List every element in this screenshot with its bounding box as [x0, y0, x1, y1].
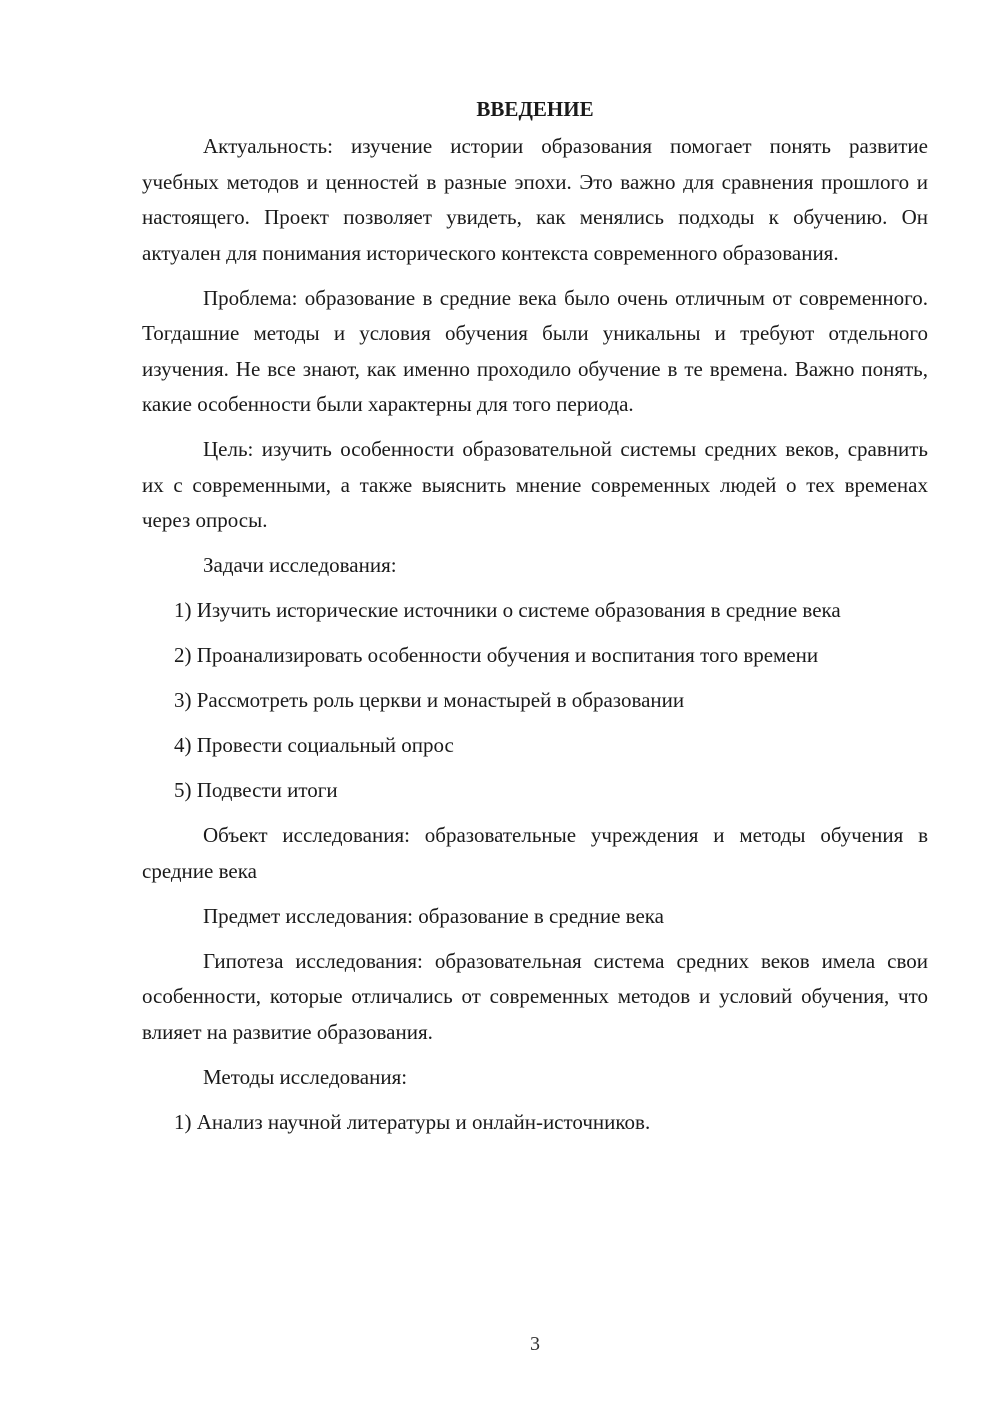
problem-paragraph: Проблема: образование в средние века было очень отличным от современного. Тогдашние методы и условия обучения были уникальны и требуют отдельного изучения. Не все знают, как именно проходило обучение в те времена. Важно понять, какие особенности были характерны для того периода.: [142, 285, 928, 416]
research-object-paragraph: Объект исследования: образовательные учреждения и методы обучения в средние века: [142, 823, 928, 883]
hypothesis-paragraph: Гипотеза исследования: образовательная система средних веков имела свои особенности, которые отличались от современных методов и условий обучения, что влияет на развитие образования.: [142, 948, 928, 1044]
page-number: 3: [530, 1333, 540, 1355]
task-item-2: 2) Проанализировать особенности обучения и воспитания того времени: [174, 643, 819, 667]
document-page: [142, 92, 928, 1150]
task-item-4: 4) Провести социальный опрос: [174, 733, 454, 757]
methods-heading: Методы исследования:: [203, 1064, 408, 1089]
relevance-paragraph: Актуальность: изучение истории образования помогает понять развитие учебных методов и ценностей в разные эпохи. Это важно для сравнения прошлого и настоящего. Проект позволяет увидеть, как менялись подходы к обучению. Он актуален для понимания исторического контекста современного образования.: [142, 134, 928, 265]
page-title: ВВЕДЕНИЕ: [476, 97, 594, 121]
goal-paragraph: Цель: изучить особенности образовательной системы средних веков, сравнить их с современными, а также выяснить мнение современных людей о тех временах через опросы.: [142, 437, 928, 532]
task-item-3: 3) Рассмотреть роль церкви и монастырей в образовании: [174, 688, 685, 712]
method-item-1: 1) Анализ научной литературы и онлайн-источников.: [174, 1109, 651, 1134]
tasks-heading: Задачи исследования:: [203, 553, 397, 577]
task-item-5: 5) Подвести итоги: [174, 778, 338, 802]
task-item-1: 1) Изучить исторические источники о системе образования в средние века: [174, 598, 841, 622]
research-subject-paragraph: Предмет исследования: образование в средние века: [203, 903, 664, 928]
